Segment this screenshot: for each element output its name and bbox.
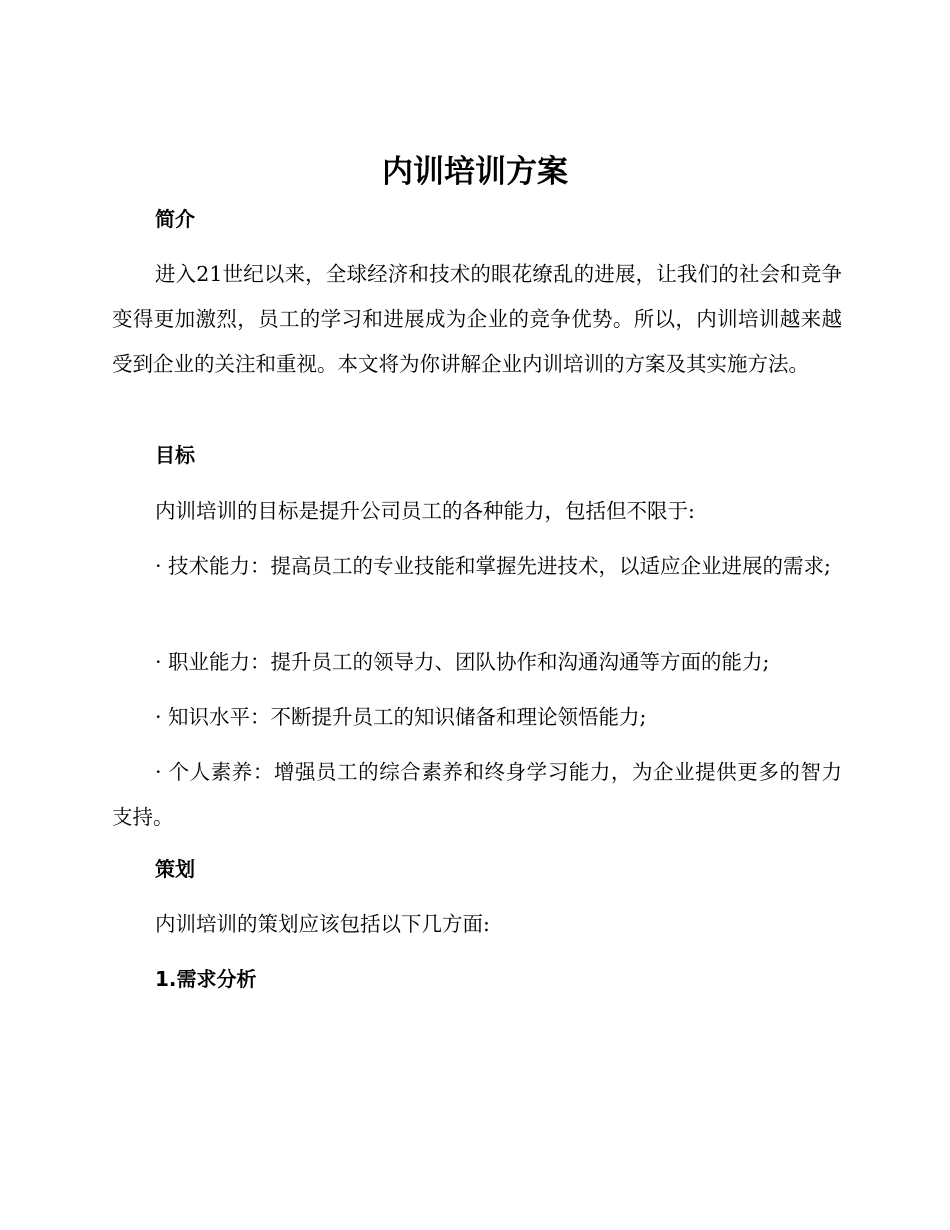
subsection-heading-needs-analysis: 1.需求分析 (155, 967, 257, 991)
intro-paragraph: 进入21世纪以来，全球经济和技术的眼花缭乱的进展，让我们的社会和竞争变得更加激烈，员工的学习和进展成为企业的竞争优势。所以，内训培训越来越受到企业的关注和重视。本文将为你讲解企业内训培训的方案及其实施方法。 (112, 262, 842, 376)
section-heading-goals: 目标 (155, 443, 195, 467)
document-title: 内训培训方案 (382, 154, 568, 190)
planning-intro-paragraph: 内训培训的策划应该包括以下几方面: (155, 912, 490, 936)
goal-item-personal: · 个人素养：增强员工的综合素养和终身学习能力，为企业提供更多的智力支持。 (112, 760, 842, 829)
goal-item-technical: · 技术能力：提高员工的专业技能和掌握先进技术，以适应企业进展的需求; (155, 554, 831, 578)
goals-intro-paragraph: 内训培训的目标是提升公司员工的各种能力，包括但不限于: (155, 499, 695, 523)
goal-item-knowledge: · 知识水平：不断提升员工的知识储备和理论领悟能力; (155, 705, 647, 729)
section-heading-intro: 简介 (155, 207, 195, 231)
section-heading-planning: 策划 (155, 857, 195, 881)
goal-item-professional: · 职业能力：提升员工的领导力、团队协作和沟通沟通等方面的能力; (155, 650, 770, 674)
